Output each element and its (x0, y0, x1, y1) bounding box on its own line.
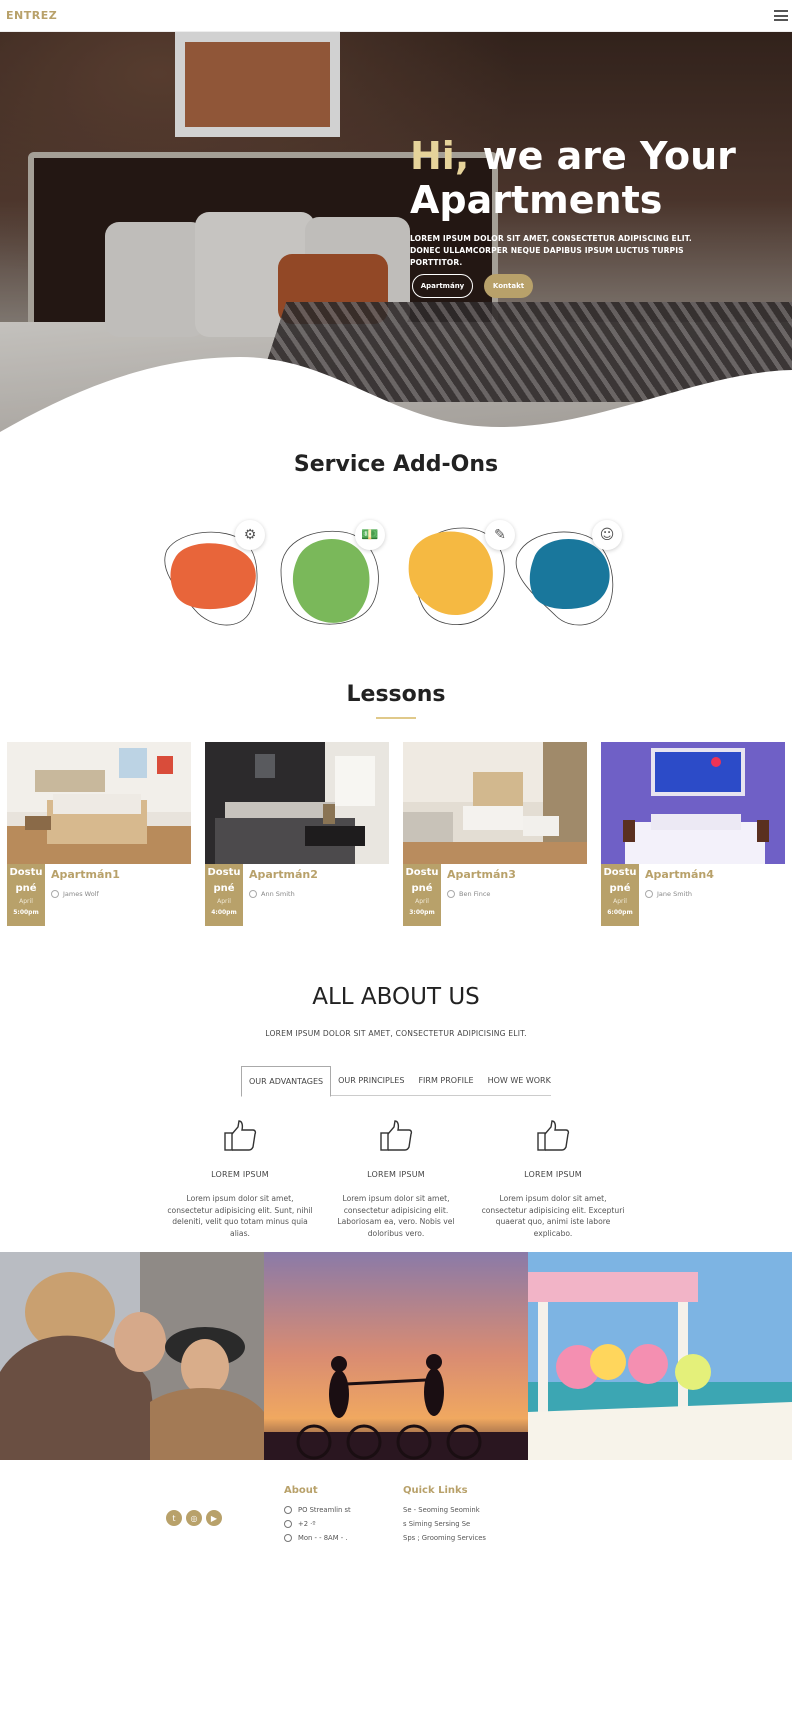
card-title[interactable]: Apartmán4 (645, 868, 714, 881)
card-date-line-2: pné (15, 883, 37, 894)
card-date-line-2: pné (411, 883, 433, 894)
user-icon (249, 890, 257, 898)
footer-link[interactable]: Sps ; Grooming Services (403, 1534, 486, 1542)
card-time: 5:00pm (13, 909, 39, 916)
card-date-line-1: Dostu (405, 867, 439, 878)
card-month: April (415, 898, 429, 905)
smile-icon[interactable]: ☺ (592, 520, 622, 550)
hero-title (410, 134, 790, 222)
feature-text: Lorem ipsum dolor sit amet, consectetur adipisicing elit. Sunt, nihil deleniti, velit quo totam minus quia alias. (167, 1194, 313, 1238)
feature-2 (322, 1118, 470, 1239)
clock-icon (284, 1506, 292, 1514)
hero-title-rest: we are Your Apartments (410, 134, 736, 222)
footer-about-title: About (284, 1485, 318, 1496)
footer-hours: Mon - - 8AM - . (298, 1534, 348, 1542)
service-blob-1[interactable] (155, 520, 265, 630)
card-date-line-1: Dostu (207, 867, 241, 878)
twitter-icon[interactable]: t (166, 1510, 182, 1526)
card-month: April (217, 898, 231, 905)
card-photo (205, 742, 389, 864)
user-icon (51, 890, 59, 898)
footer-address: PO Streamlin st (298, 1506, 351, 1514)
phone-icon (284, 1520, 292, 1528)
hero-subtitle: LOREM IPSUM DOLOR SIT AMET, CONSECTETUR ADIPISCING ELIT. DONEC ULLAMCORPER NEQUE DAPIBUS IPSUM LUCTUS TURPIS PORTTITOR. (410, 234, 692, 267)
tab-how-we-work[interactable]: HOW WE WORK (487, 1076, 551, 1085)
card-author (51, 890, 99, 898)
card-author-name: Ann Smith (261, 890, 295, 898)
card-time: 6:00pm (607, 909, 633, 916)
card-author (249, 890, 295, 898)
card-photo (601, 742, 785, 864)
apartments-button[interactable]: Apartmány (412, 274, 473, 298)
gallery-image-friends (0, 1252, 264, 1460)
contact-button[interactable]: Kontakt (484, 274, 533, 298)
hero-wave-divider (0, 332, 792, 452)
user-icon (645, 890, 653, 898)
card-title[interactable]: Apartmán2 (249, 868, 318, 881)
gallery-image-bikes (264, 1252, 528, 1460)
tab-firm-profile[interactable]: FIRM PROFILE (418, 1076, 474, 1085)
lesson-card-2[interactable] (205, 742, 389, 927)
thumbs-up-icon (222, 1118, 258, 1154)
card-time: 3:00pm (409, 909, 435, 916)
lessons-title-underline (376, 717, 416, 719)
service-blob-3[interactable] (405, 520, 515, 630)
lessons-title: Lessons (346, 682, 446, 707)
youtube-icon[interactable]: ▶ (206, 1510, 222, 1526)
brand-logo[interactable]: ENTREZ (6, 9, 58, 22)
card-date-line-2: pné (213, 883, 235, 894)
footer-link[interactable]: Se - Seoming Seomink (403, 1506, 480, 1514)
card-author-name: Ben Fince (459, 890, 491, 898)
card-author-name: Jane Smith (657, 890, 693, 898)
user-icon (447, 890, 455, 898)
service-blob-fill (171, 543, 256, 609)
lesson-card-3[interactable] (403, 742, 587, 927)
card-month: April (613, 898, 627, 905)
thumbs-up-icon (378, 1118, 414, 1154)
tab-our-advantages[interactable]: OUR ADVANTAGES (241, 1066, 331, 1097)
footer-address-row (284, 1506, 351, 1514)
card-photo (7, 742, 191, 864)
card-month: April (19, 898, 33, 905)
card-date-line-1: Dostu (9, 867, 43, 878)
card-photo (403, 742, 587, 864)
feature-1 (166, 1118, 314, 1239)
lesson-card-4[interactable] (601, 742, 785, 927)
hero-banner (0, 32, 792, 452)
about-tabs (241, 1066, 551, 1096)
lesson-card-1[interactable] (7, 742, 191, 927)
card-date-line-1: Dostu (603, 867, 637, 878)
feature-title: LOREM IPSUM (211, 1170, 269, 1179)
tab-our-principles[interactable]: OUR PRINCIPLES (338, 1076, 405, 1085)
feature-3 (479, 1118, 627, 1239)
feature-title: LOREM IPSUM (524, 1170, 582, 1179)
brush-icon[interactable]: ✎ (485, 520, 515, 550)
card-date-badge (7, 864, 45, 926)
hamburger-icon[interactable] (774, 10, 788, 22)
feature-text: Lorem ipsum dolor sit amet, consectetur adipisicing elit. Laboriosam ea, vero. Nobis vel doloribus vero. (337, 1194, 455, 1238)
top-navbar (0, 0, 792, 32)
card-author (447, 890, 490, 898)
card-date-badge (403, 864, 441, 926)
card-author (645, 890, 692, 898)
card-title[interactable]: Apartmán3 (447, 868, 516, 881)
wheel-icon[interactable]: ⚙ (235, 520, 265, 550)
instagram-icon[interactable]: ◎ (186, 1510, 202, 1526)
hero-title-highlight: Hi, (410, 134, 470, 178)
thumbs-up-icon (535, 1118, 571, 1154)
service-blob-2[interactable] (275, 520, 385, 630)
feature-text: Lorem ipsum dolor sit amet, consectetur adipisicing elit. Excepturi quaerat quo, animi iste labore explicabo. (481, 1194, 625, 1238)
footer-hours-row (284, 1534, 348, 1542)
card-date-line-2: pné (609, 883, 631, 894)
footer-phone-row (284, 1520, 316, 1528)
money-icon[interactable]: 💵 (355, 520, 385, 550)
footer-links-title: Quick Links (403, 1485, 468, 1496)
card-title[interactable]: Apartmán1 (51, 868, 120, 881)
card-author-name: James Wolf (63, 890, 99, 898)
service-blob-4[interactable] (512, 520, 622, 630)
feature-title: LOREM IPSUM (367, 1170, 425, 1179)
card-date-badge (601, 864, 639, 926)
services-title: Service Add-Ons (293, 452, 499, 477)
footer-phone: +2 ·º (298, 1520, 316, 1528)
about-title: ALL ABOUT US (312, 984, 480, 1010)
location-icon (284, 1534, 292, 1542)
card-date-badge (205, 864, 243, 926)
gallery-image-wedding (528, 1252, 792, 1460)
card-time: 4:00pm (211, 909, 237, 916)
footer-link[interactable]: s Siming Sersing Se (403, 1520, 471, 1528)
about-subtitle: LOREM IPSUM DOLOR SIT AMET, CONSECTETUR ADIPICISING ELIT. (265, 1029, 527, 1038)
